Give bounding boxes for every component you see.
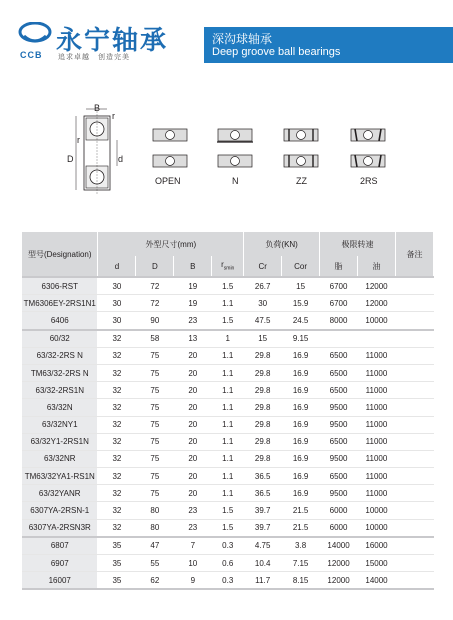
section-title-en: Deep groove ball bearings [212, 46, 341, 58]
cell-remark [395, 433, 433, 450]
header-r [212, 256, 244, 277]
cell-designation: 6406 [22, 312, 98, 330]
cell-r: 1.1 [212, 468, 244, 485]
cell-d: 32 [98, 347, 136, 364]
cell-r: 0.6 [212, 555, 244, 572]
table-row [22, 468, 434, 485]
cell-r: 1.1 [212, 364, 244, 381]
cell-D: 75 [136, 433, 174, 450]
cell-d: 35 [98, 537, 136, 555]
cell-designation: 6307YA-2RSN-1 [22, 502, 98, 519]
cell-cor: 8.15 [282, 572, 320, 590]
cell-D: 75 [136, 382, 174, 399]
cell-remark [395, 364, 433, 381]
cell-g: 6500 [320, 433, 358, 450]
table-row [22, 416, 434, 433]
cell-o: 10000 [358, 502, 396, 519]
header-oil: 油 [358, 256, 396, 277]
cell-cr: 36.5 [244, 485, 282, 502]
table-row [22, 433, 434, 450]
cell-g: 12000 [320, 555, 358, 572]
cell-g: 6500 [320, 364, 358, 381]
cell-g: 6500 [320, 382, 358, 399]
cell-B: 20 [174, 399, 212, 416]
cell-o: 14000 [358, 572, 396, 590]
cell-D: 75 [136, 364, 174, 381]
cell-o: 16000 [358, 537, 396, 555]
cell-d: 32 [98, 416, 136, 433]
table-row [22, 330, 434, 348]
cell-B: 9 [174, 572, 212, 590]
cell-cr: 30 [244, 295, 282, 312]
cell-cr: 29.8 [244, 347, 282, 364]
cell-g: 9500 [320, 450, 358, 467]
cell-B: 20 [174, 347, 212, 364]
cell-cor: 7.15 [282, 555, 320, 572]
cell-D: 75 [136, 416, 174, 433]
table-row [22, 572, 434, 590]
cell-g: 6700 [320, 295, 358, 312]
cell-o: 12000 [358, 295, 396, 312]
cell-remark [395, 312, 433, 330]
logo-mark-icon [18, 22, 52, 46]
cell-cor: 15.9 [282, 295, 320, 312]
cell-cor: 16.9 [282, 382, 320, 399]
label-B: B [94, 103, 101, 113]
cell-B: 23 [174, 519, 212, 537]
cell-o: 15000 [358, 555, 396, 572]
table-body [22, 277, 434, 589]
cell-B: 23 [174, 502, 212, 519]
table-row [22, 399, 434, 416]
seal-label-zz: ZZ [296, 176, 307, 186]
header-cr: Cr [244, 256, 282, 277]
cell-cr: 39.7 [244, 519, 282, 537]
cell-designation: 63/32Y1-2RS1N [22, 433, 98, 450]
label-r-left: r [77, 135, 80, 145]
cell-remark [395, 382, 433, 399]
company-logo [18, 22, 198, 66]
cell-B: 13 [174, 330, 212, 348]
cell-o: 11000 [358, 485, 396, 502]
cell-d: 32 [98, 433, 136, 450]
cell-remark [395, 519, 433, 537]
cell-remark [395, 468, 433, 485]
cell-D: 75 [136, 485, 174, 502]
cell-r: 1.5 [212, 502, 244, 519]
cell-d: 32 [98, 330, 136, 348]
cell-o: 10000 [358, 312, 396, 330]
header-r-main: r [221, 260, 224, 270]
header-designation: 型号(Designation) [22, 232, 98, 277]
cell-o: 11000 [358, 450, 396, 467]
cell-D: 62 [136, 572, 174, 590]
cell-d: 32 [98, 399, 136, 416]
cell-r: 1 [212, 330, 244, 348]
table-row [22, 537, 434, 555]
cell-d: 32 [98, 502, 136, 519]
cell-r: 1.1 [212, 347, 244, 364]
cell-remark [395, 295, 433, 312]
brand-name-cn: 永宁轴承 [56, 26, 169, 56]
cell-B: 20 [174, 468, 212, 485]
cell-remark [395, 399, 433, 416]
cell-D: 47 [136, 537, 174, 555]
header-grease: 脂 [320, 256, 358, 277]
page-header [0, 0, 453, 70]
cell-o: 11000 [358, 468, 396, 485]
cell-r: 1.1 [212, 295, 244, 312]
table-row [22, 295, 434, 312]
cell-r: 1.5 [212, 519, 244, 537]
cell-o: 11000 [358, 399, 396, 416]
brand-name-en: CCB [20, 50, 43, 60]
cell-cr: 4.75 [244, 537, 282, 555]
cell-B: 19 [174, 277, 212, 295]
header-speed: 极限转速 [320, 232, 396, 256]
cell-cr: 29.8 [244, 364, 282, 381]
header-D: D [136, 256, 174, 277]
cell-designation: 60/32 [22, 330, 98, 348]
cell-g: 6700 [320, 277, 358, 295]
cell-D: 75 [136, 347, 174, 364]
seal-label-2rs: 2RS [360, 176, 378, 186]
cell-cor: 24.5 [282, 312, 320, 330]
cell-g: 9500 [320, 485, 358, 502]
cell-g: 9500 [320, 399, 358, 416]
cell-D: 90 [136, 312, 174, 330]
cell-cr: 15 [244, 330, 282, 348]
cell-g: 14000 [320, 537, 358, 555]
cell-remark [395, 502, 433, 519]
cell-designation: 63/32-2RS N [22, 347, 98, 364]
cell-g: 9500 [320, 416, 358, 433]
cell-cor: 16.9 [282, 416, 320, 433]
cell-remark [395, 450, 433, 467]
cell-d: 30 [98, 295, 136, 312]
cell-d: 30 [98, 312, 136, 330]
seal-open-figure [152, 128, 188, 168]
cell-d: 30 [98, 277, 136, 295]
cell-B: 10 [174, 555, 212, 572]
cell-g: 6000 [320, 519, 358, 537]
header-dimensions: 外型尺寸(mm) [98, 232, 244, 256]
cell-designation: TM63/32-2RS N [22, 364, 98, 381]
table-row [22, 312, 434, 330]
cell-designation: 63/32NR [22, 450, 98, 467]
cell-D: 58 [136, 330, 174, 348]
cell-cr: 10.4 [244, 555, 282, 572]
cell-B: 20 [174, 382, 212, 399]
cell-cor: 16.9 [282, 364, 320, 381]
cell-d: 32 [98, 450, 136, 467]
cell-D: 80 [136, 502, 174, 519]
table-row [22, 502, 434, 519]
cell-d: 32 [98, 468, 136, 485]
cell-B: 20 [174, 416, 212, 433]
cell-designation: 63/32N [22, 399, 98, 416]
seal-label-open: OPEN [155, 176, 181, 186]
cell-o: 11000 [358, 416, 396, 433]
cell-cor: 16.9 [282, 399, 320, 416]
cell-g: 6500 [320, 347, 358, 364]
cell-cor: 16.9 [282, 485, 320, 502]
cell-B: 20 [174, 364, 212, 381]
cell-r: 1.1 [212, 450, 244, 467]
cell-cr: 29.8 [244, 382, 282, 399]
cell-r: 1.1 [212, 399, 244, 416]
header-cor: Cor [282, 256, 320, 277]
cell-d: 32 [98, 519, 136, 537]
cell-remark [395, 277, 433, 295]
cell-o: 11000 [358, 364, 396, 381]
cell-cor: 3.8 [282, 537, 320, 555]
cell-o: 11000 [358, 347, 396, 364]
cell-D: 75 [136, 468, 174, 485]
cell-d: 35 [98, 572, 136, 590]
cell-cr: 11.7 [244, 572, 282, 590]
cell-cr: 29.8 [244, 433, 282, 450]
header-remark: 备注 [395, 232, 433, 277]
cell-cr: 29.8 [244, 450, 282, 467]
seal-zz-figure [283, 128, 319, 168]
cell-r: 1.1 [212, 382, 244, 399]
table-row [22, 485, 434, 502]
section-title-cn: 深沟球轴承 [212, 32, 273, 46]
cell-r: 0.3 [212, 572, 244, 590]
cell-designation: 6307YA-2RSN3R [22, 519, 98, 537]
cell-D: 75 [136, 450, 174, 467]
cell-designation: 63/32-2RS1N [22, 382, 98, 399]
cell-designation: 16007 [22, 572, 98, 590]
header-B: B [174, 256, 212, 277]
cell-remark [395, 485, 433, 502]
bearing-spec-table [22, 232, 434, 590]
cell-designation: 63/32NY1 [22, 416, 98, 433]
cell-o: 11000 [358, 382, 396, 399]
cell-B: 7 [174, 537, 212, 555]
table-row [22, 347, 434, 364]
cell-B: 20 [174, 485, 212, 502]
cell-designation: 6306-RST [22, 277, 98, 295]
cell-D: 55 [136, 555, 174, 572]
cell-cr: 29.8 [244, 399, 282, 416]
seal-2rs-figure [350, 128, 386, 168]
cell-cr: 26.7 [244, 277, 282, 295]
label-d: d [118, 154, 124, 164]
cell-g: 8000 [320, 312, 358, 330]
label-D: D [67, 154, 74, 164]
cell-designation: 6907 [22, 555, 98, 572]
cell-B: 23 [174, 312, 212, 330]
cell-cor: 16.9 [282, 450, 320, 467]
cell-remark [395, 330, 433, 348]
cell-remark [395, 555, 433, 572]
header-d: d [98, 256, 136, 277]
cell-designation: 63/32YANR [22, 485, 98, 502]
section-title-bar [204, 27, 453, 63]
header-r-sub: smin [223, 265, 235, 272]
cell-d: 32 [98, 382, 136, 399]
cell-cor: 15 [282, 277, 320, 295]
cell-cor: 21.5 [282, 519, 320, 537]
cell-cor: 16.9 [282, 468, 320, 485]
cell-o: 12000 [358, 277, 396, 295]
header-load: 负荷(KN) [244, 232, 320, 256]
cell-o: 10000 [358, 519, 396, 537]
seal-label-n: N [232, 176, 239, 186]
table-row [22, 450, 434, 467]
cell-r: 1.5 [212, 312, 244, 330]
cell-g [320, 330, 358, 348]
table-row [22, 364, 434, 381]
cell-r: 1.5 [212, 277, 244, 295]
cell-d: 35 [98, 555, 136, 572]
cell-remark [395, 537, 433, 555]
cell-cor: 16.9 [282, 347, 320, 364]
cell-g: 12000 [320, 572, 358, 590]
table-row [22, 277, 434, 295]
cell-cor: 16.9 [282, 433, 320, 450]
cell-remark [395, 347, 433, 364]
cell-cr: 39.7 [244, 502, 282, 519]
cell-designation: TM6306EY-2RS1N1 [22, 295, 98, 312]
cell-r: 1.1 [212, 416, 244, 433]
cell-designation: TM63/32YA1-RS1N [22, 468, 98, 485]
table-row [22, 382, 434, 399]
brand-slogan: 追求卓越 创造完美 [58, 54, 130, 61]
cell-D: 72 [136, 295, 174, 312]
cell-D: 72 [136, 277, 174, 295]
cell-remark [395, 572, 433, 590]
table-row [22, 519, 434, 537]
cell-r: 1.1 [212, 433, 244, 450]
label-r-top: r [112, 111, 115, 121]
cell-cor: 21.5 [282, 502, 320, 519]
cell-B: 20 [174, 450, 212, 467]
seal-n-figure [217, 128, 253, 168]
cell-r: 1.1 [212, 485, 244, 502]
table-row [22, 555, 434, 572]
cell-o [358, 330, 396, 348]
cell-r: 0.3 [212, 537, 244, 555]
cell-D: 75 [136, 399, 174, 416]
cell-B: 20 [174, 433, 212, 450]
cell-D: 80 [136, 519, 174, 537]
cell-remark [395, 416, 433, 433]
cell-g: 6500 [320, 468, 358, 485]
cell-d: 32 [98, 485, 136, 502]
cell-cor: 9.15 [282, 330, 320, 348]
cell-cr: 36.5 [244, 468, 282, 485]
cell-cr: 47.5 [244, 312, 282, 330]
cell-g: 6000 [320, 502, 358, 519]
cell-designation: 6807 [22, 537, 98, 555]
cell-o: 11000 [358, 433, 396, 450]
cell-d: 32 [98, 364, 136, 381]
cell-cr: 29.8 [244, 416, 282, 433]
cell-B: 19 [174, 295, 212, 312]
